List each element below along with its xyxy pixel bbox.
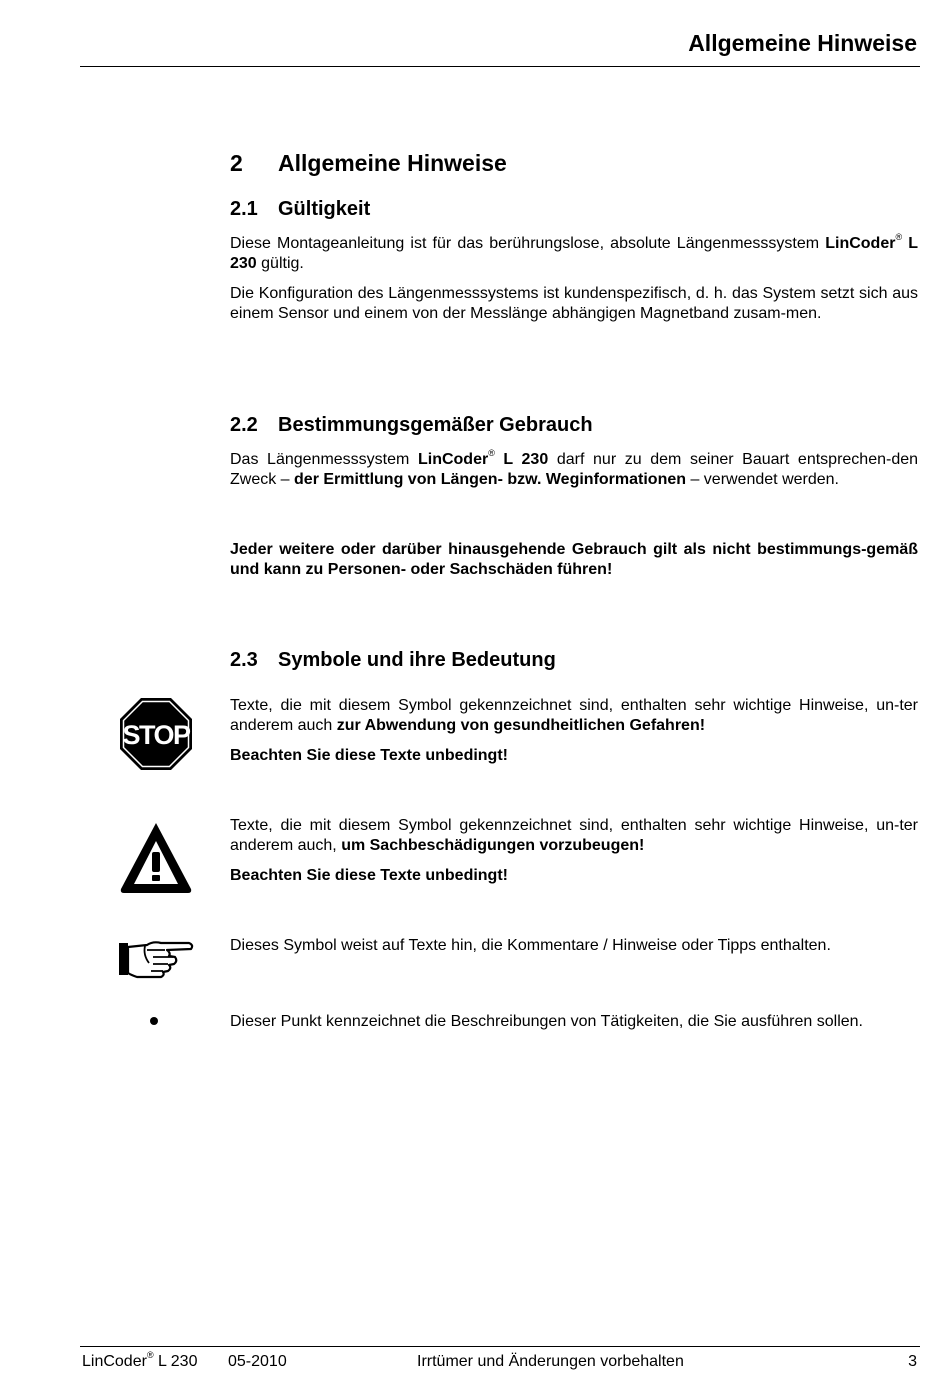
chapter-title: Allgemeine Hinweise [278,150,507,176]
chapter-number: 2 [230,150,243,176]
page-number: 3 [908,1353,917,1370]
section-number: 2.1 [230,198,258,220]
section-title: Bestimmungsgemäßer Gebrauch [278,414,593,436]
validity-paragraph [230,231,919,274]
section-number: 2.2 [230,414,258,436]
text-run: Das Längenmesssystem [230,451,418,468]
warning-triangle-icon [119,821,193,895]
warning-symbol-note: Beachten Sie diese Texte unbedingt! [230,867,508,884]
stop-sign-lettering: STOP [122,720,190,750]
section-2-2-heading [230,414,593,437]
section-number: 2.3 [230,649,258,671]
running-header-title: Allgemeine Hinweise [688,30,917,56]
product-name: LinCoder [417,451,489,468]
stop-symbol-note: Beachten Sie diese Texte unbedingt! [230,747,508,764]
bullet-symbol-description: Dieser Punkt kennzeichnet die Beschreibungen von Tätigkeiten, die Sie ausführen sollen. [230,1013,863,1030]
section-title: Gültigkeit [278,198,371,220]
section-2-3-heading [230,649,556,672]
footer-date: 05-2010 [228,1353,287,1370]
product-name: LinCoder [82,1353,147,1370]
header-rule [80,66,920,67]
product-name: LinCoder [825,235,896,252]
bold-text-run: der Ermittlung von Längen- bzw. Weginformationen [294,471,687,488]
warning-symbol-description [230,816,918,856]
text-run: Texte, die mit diesem Symbol gekennzeichnet sind, enthalten sehr wichtige Hinweise, un-ter anderem auch [230,697,918,734]
registered-mark: ® [895,231,903,242]
stop-symbol-description [230,696,918,736]
bold-text-run: um Sachbeschädigungen vorzubeugen! [341,837,645,854]
text-run: darf nur zu dem seiner Bauart entsprechen-den Zweck – [230,451,919,488]
footer-rule [80,1346,920,1347]
configuration-paragraph: Die Konfiguration des Längenmesssystems ist kundenspezifisch, d. h. das System setzt sich aus einem Sensor und einem von der Messlänge abhängigen Magnetband zusam-men. [230,285,918,322]
text-run: Diese Montageanleitung ist für das berührungslose, absolute Längenmesssystem [230,235,826,252]
section-2-1-heading [230,198,370,221]
footer-product [82,1349,198,1371]
product-model: L 230 [494,451,549,468]
text-run: Texte, die mit diesem Symbol gekennzeichnet sind, enthalten sehr wichtige Hinweise, un-ter anderem auch, [230,817,918,854]
intended-use-paragraph [230,447,919,490]
product-model: L 230 [153,1353,198,1370]
chapter-heading [230,150,507,177]
text-run: – verwendet werden. [686,471,839,488]
text-run: gültig. [256,255,304,272]
bullet-dot-icon [150,1017,158,1025]
registered-mark: ® [146,1349,154,1360]
hand-symbol-description: Dieses Symbol weist auf Texte hin, die Kommentare / Hinweise oder Tipps enthalten. [230,937,831,954]
stop-sign-icon [119,697,193,771]
footer-disclaimer: Irrtümer und Änderungen vorbehalten [417,1353,684,1370]
product-model: L 230 [230,235,919,272]
bold-text-run: zur Abwendung von gesundheitlichen Gefahren! [336,717,706,734]
registered-mark: ® [488,447,495,458]
section-title: Symbole und ihre Bedeutung [278,649,556,671]
misuse-warning-paragraph: Jeder weitere oder darüber hinausgehende Gebrauch gilt als nicht bestimmungs-gemäß und kann zu Personen- oder Sachschäden führen! [230,541,918,578]
pointing-hand-icon [117,937,195,979]
